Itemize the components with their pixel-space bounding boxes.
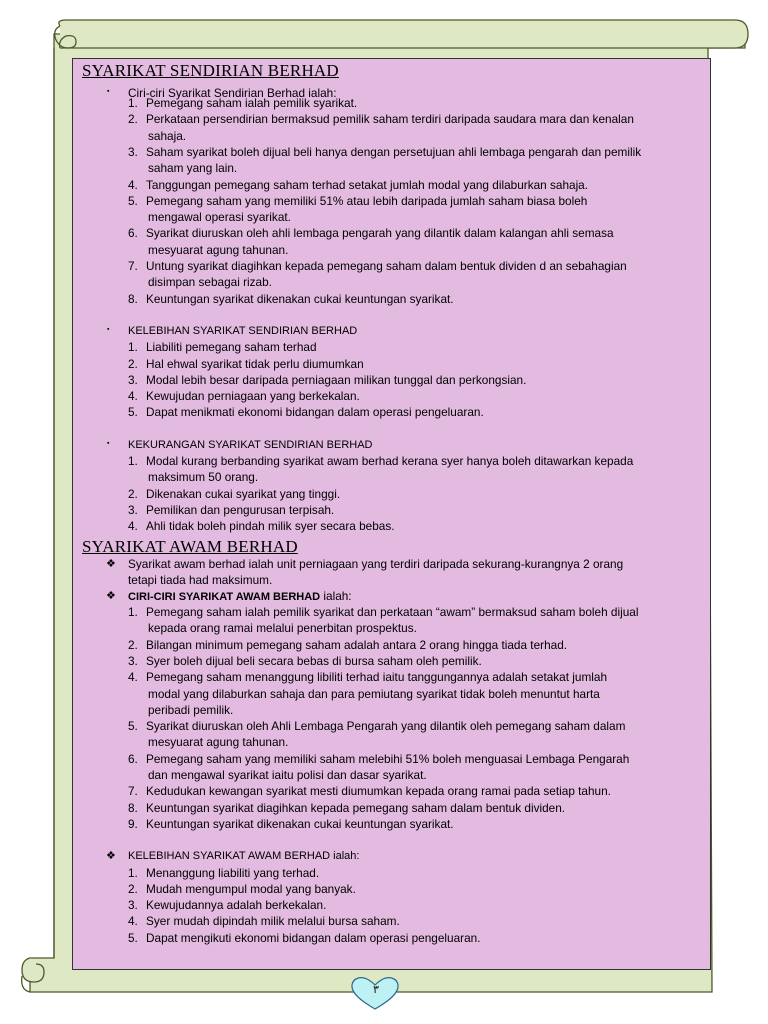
kekurangan-sendirian-number: 3. [128, 502, 138, 517]
kelebihan-awam-number: 3. [128, 898, 138, 913]
kelebihan-sendirian-number: 2. [128, 356, 138, 371]
ciri-sendirian-number: 8. [128, 291, 138, 306]
ciri-awam-text: Keuntungan syarikat dikenakan cukai keuntungan syarikat. [146, 816, 454, 831]
ciri-awam-number: 8. [128, 800, 138, 815]
kekurangan-sendirian-text: Ahli tidak boleh pindah milik syer secara bebas. [146, 519, 395, 534]
kelebihan-sendirian-text: Hal ehwal syarikat tidak perlu diumumkan [146, 356, 364, 371]
kekurangan-sendirian-text: maksimum 50 orang. [148, 470, 259, 485]
kelebihan-awam-number: 5. [128, 930, 138, 945]
ciri-awam-text: peribadi pemilik. [148, 702, 234, 717]
ciri-sendirian-number: 6. [128, 226, 138, 241]
definition-text: tetapi tiada had maksimum. [128, 573, 273, 587]
ciri-sendirian-text: Saham syarikat boleh dijual beli hanya dengan persetujuan ahli lembaga pengarah dan pemilik [146, 144, 642, 159]
kelebihan-sendirian-number: 3. [128, 372, 138, 387]
kelebihan-sendirian-text: Liabiliti pemegang saham terhad [146, 340, 317, 355]
kelebihan-awam-number: 1. [128, 865, 138, 880]
ciri-awam-text: Syer boleh dijual beli secara bebas di bursa saham oleh pemilik. [146, 653, 482, 668]
kelebihan-awam-text: Mudah mengumpul modal yang banyak. [146, 881, 356, 896]
kelebihan-awam-text: Kewujudannya adalah berkekalan. [146, 898, 327, 913]
kelebihan-awam-number: 4. [128, 914, 138, 929]
kekurangan-sendirian-text: Dikenakan cukai syarikat yang tinggi. [146, 486, 341, 501]
ciri-awam-number: 6. [128, 751, 138, 766]
ciri-awam-text: mesyuarat agung tahunan. [148, 735, 289, 750]
kelebihan-awam-number: 2. [128, 881, 138, 896]
square-bullet-icon: ▪ [107, 439, 110, 447]
intro-text: Ciri-ciri Syarikat Sendirian Berhad ialah: [128, 86, 337, 100]
kelebihan-awam-text: Syer mudah dipindah milik melalui bursa saham. [146, 914, 400, 929]
ciri-awam-number: 3. [128, 653, 138, 668]
ciri-sendirian-text: sahaja. [148, 128, 187, 143]
ciri-sendirian-text: Syarikat diuruskan oleh ahli lembaga pengarah yang dilantik dalam kalangan ahli semasa [146, 226, 614, 241]
ciri-awam-text: Kedudukan kewangan syarikat mesti diumumkan kepada orang ramai pada setiap tahun. [146, 784, 611, 799]
diamond-bullet-icon: ❖ [106, 558, 116, 570]
ciri-sendirian-text: Keuntungan syarikat dikenakan cukai keuntungan syarikat. [146, 291, 454, 306]
ciri-title [128, 589, 352, 605]
kelebihan-awam-title: KELEBIHAN SYARIKAT AWAM BERHAD ialah: [128, 850, 360, 863]
square-bullet-icon: ▪ [107, 88, 110, 95]
ciri-title-bold: CIRI-CIRI SYARIKAT AWAM BERHAD [128, 591, 321, 603]
kelebihan-sendirian-text: Modal lebih besar daripada perniagaan milikan tunggal dan perkongsian. [146, 372, 527, 387]
ciri-sendirian-text: Pemegang saham yang memiliki 51% atau lebih daripada jumlah saham biasa boleh [146, 193, 588, 208]
ciri-awam-number: 9. [128, 816, 138, 831]
ciri-awam-text: kepada orang ramai melalui penerbitan prospektus. [148, 621, 417, 636]
ciri-awam-number: 7. [128, 784, 138, 799]
ciri-sendirian-text: Pemegang saham ialah pemilik syarikat. [146, 96, 358, 110]
kekurangan-sendirian-text: Pemilikan dan pengurusan terpisah. [146, 502, 335, 517]
ciri-sendirian-number: 2. [128, 112, 138, 127]
kekurangan-title: KEKURANGAN SYARIKAT SENDIRIAN BERHAD [128, 438, 373, 451]
ciri-awam-number: 2. [128, 637, 138, 652]
definition-text: Syarikat awam berhad ialah unit perniagaan yang terdiri daripada sekurang-kurangnya 2 orang [128, 557, 624, 571]
ciri-awam-text: Keuntungan syarikat diagihkan kepada pemegang saham dalam bentuk dividen. [146, 800, 566, 815]
kelebihan-sendirian-number: 5. [128, 405, 138, 420]
kekurangan-sendirian-number: 2. [128, 486, 138, 501]
ciri-sendirian-text: mesyuarat agung tahunan. [148, 242, 289, 257]
ciri-sendirian-text: mengawal operasi syarikat. [148, 210, 291, 225]
ciri-awam-text: Pemegang saham ialah pemilik syarikat dan perkataan “awam” bermaksud saham boleh dijual [146, 605, 639, 619]
ciri-sendirian-text: Tanggungan pemegang saham terhad setakat jumlah modal yang dilaburkan sahaja. [146, 177, 589, 192]
ciri-sendirian-number: 7. [128, 259, 138, 273]
section-heading: SYARIKAT SENDIRIAN BERHAD [82, 61, 339, 80]
ciri-title-suffix: ialah: [320, 589, 352, 603]
kekurangan-sendirian-number: 1. [128, 454, 138, 468]
square-bullet-icon: ▪ [107, 325, 110, 333]
kelebihan-sendirian-text: Dapat menikmati ekonomi bidangan dalam operasi pengeluaran. [146, 405, 484, 420]
diamond-bullet-icon: ❖ [106, 590, 116, 602]
ciri-sendirian-text: Untung syarikat diagihkan kepada pemegang saham dalam bentuk dividen d an sebahagian [146, 259, 627, 273]
page-number: ٣ [373, 984, 379, 996]
kelebihan-awam-text: Dapat mengikuti ekonomi bidangan dalam operasi pengeluaran. [146, 930, 481, 945]
kekurangan-sendirian-text: Modal kurang berbanding syarikat awam berhad kerana syer hanya boleh ditawarkan kepada [146, 454, 634, 468]
ciri-sendirian-number: 1. [128, 96, 138, 110]
ciri-sendirian-number: 5. [128, 193, 138, 208]
ciri-sendirian-number: 3. [128, 144, 138, 159]
ciri-awam-number: 4. [128, 670, 138, 685]
kelebihan-sendirian-text: Kewujudan perniagaan yang berkekalan. [146, 389, 360, 404]
kelebihan-sendirian-number: 1. [128, 340, 138, 355]
ciri-awam-text: Bilangan minimum pemegang saham adalah antara 2 orang hingga tiada terhad. [146, 637, 568, 652]
ciri-awam-number: 1. [128, 605, 138, 619]
section-heading: SYARIKAT AWAM BERHAD [82, 537, 298, 556]
ciri-awam-text: dan mengawal syarikat iaitu polisi dan dasar syarikat. [148, 768, 427, 782]
kekurangan-sendirian-number: 4. [128, 519, 138, 534]
ciri-awam-text: Pemegang saham menanggung libiliti terhad iaitu tanggungannya adalah setakat jumlah [146, 670, 608, 685]
ciri-awam-text: Syarikat diuruskan oleh Ahli Lembaga Pengarah yang dilantik oleh pemegang saham dalam [146, 719, 626, 734]
ciri-sendirian-number: 4. [128, 177, 138, 192]
diamond-bullet-icon: ❖ [106, 850, 116, 863]
kelebihan-title: KELEBIHAN SYARIKAT SENDIRIAN BERHAD [128, 324, 358, 337]
ciri-sendirian-text: Perkataan persendirian bermaksud pemilik saham terdiri daripada saudara mara dan kenalan [146, 112, 634, 127]
kelebihan-awam-text: Menanggung liabiliti yang terhad. [146, 865, 320, 880]
ciri-sendirian-text: saham yang lain. [148, 161, 238, 176]
ciri-sendirian-text: disimpan sebagai rizab. [148, 275, 272, 290]
kelebihan-sendirian-number: 4. [128, 389, 138, 404]
ciri-awam-text: Pemegang saham yang memiliki saham melebihi 51% boleh menguasai Lembaga Pengarah [146, 751, 630, 766]
ciri-awam-text: modal yang dilaburkan sahaja dan para pemiutang syarikat tidak boleh menuntut harta [148, 686, 600, 701]
ciri-awam-number: 5. [128, 719, 138, 734]
